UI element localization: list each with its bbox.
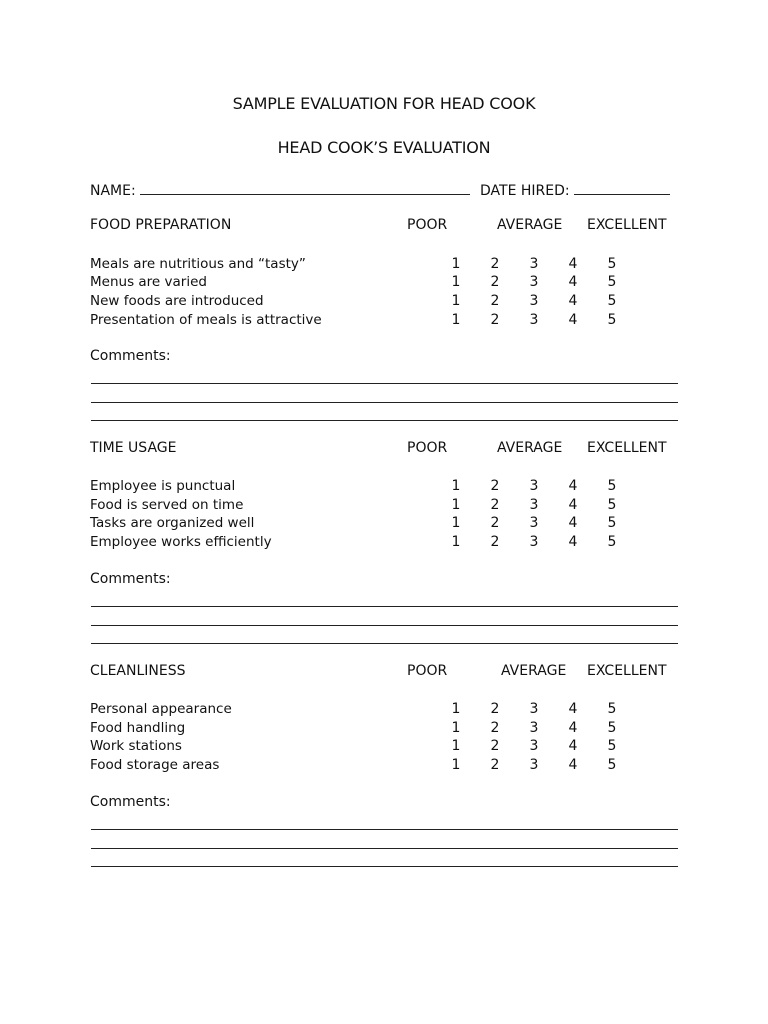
rating-option[interactable]: 3 — [529, 478, 539, 494]
rating-option[interactable]: 5 — [607, 497, 617, 513]
rating-option[interactable]: 4 — [568, 312, 578, 328]
rating-option[interactable]: 5 — [607, 293, 617, 309]
comments-label: Comments: — [90, 571, 171, 587]
section-heading: CLEANLINESS — [90, 663, 186, 679]
rating-option[interactable]: 1 — [451, 312, 461, 328]
comment-line[interactable] — [91, 866, 678, 867]
rating-option[interactable]: 1 — [451, 738, 461, 754]
rating-option[interactable]: 1 — [451, 701, 461, 717]
criterion-label: Work stations — [90, 738, 182, 754]
rating-option[interactable]: 3 — [529, 534, 539, 550]
section-heading: FOOD PREPARATION — [90, 217, 232, 233]
rating-option[interactable]: 2 — [490, 293, 500, 309]
scale-excellent-label: EXCELLENT — [587, 440, 667, 456]
rating-option[interactable]: 5 — [607, 534, 617, 550]
rating-option[interactable]: 4 — [568, 757, 578, 773]
rating-option[interactable]: 2 — [490, 312, 500, 328]
rating-option[interactable]: 5 — [607, 478, 617, 494]
criterion-label: New foods are introduced — [90, 293, 264, 309]
rating-option[interactable]: 4 — [568, 738, 578, 754]
rating-option[interactable]: 2 — [490, 515, 500, 531]
name-label: NAME: — [90, 183, 136, 199]
rating-option[interactable]: 1 — [451, 515, 461, 531]
rating-option[interactable]: 5 — [607, 312, 617, 328]
rating-option[interactable]: 4 — [568, 497, 578, 513]
rating-option[interactable]: 5 — [607, 515, 617, 531]
rating-option[interactable]: 5 — [607, 256, 617, 272]
rating-option[interactable]: 1 — [451, 293, 461, 309]
rating-option[interactable]: 3 — [529, 293, 539, 309]
comment-line[interactable] — [91, 848, 678, 849]
comment-line[interactable] — [91, 829, 678, 830]
criterion-label: Presentation of meals is attractive — [90, 312, 322, 328]
criterion-label: Food handling — [90, 720, 186, 736]
rating-option[interactable]: 3 — [529, 256, 539, 272]
criterion-label: Employee is punctual — [90, 478, 236, 494]
rating-option[interactable]: 2 — [490, 478, 500, 494]
rating-option[interactable]: 4 — [568, 701, 578, 717]
rating-option[interactable]: 3 — [529, 720, 539, 736]
scale-excellent-label: EXCELLENT — [587, 217, 667, 233]
rating-option[interactable]: 2 — [490, 497, 500, 513]
rating-option[interactable]: 4 — [568, 720, 578, 736]
criterion-label: Tasks are organized well — [90, 515, 255, 531]
rating-option[interactable]: 4 — [568, 515, 578, 531]
date-hired-label: DATE HIRED: — [480, 183, 570, 199]
rating-option[interactable]: 1 — [451, 720, 461, 736]
criterion-label: Personal appearance — [90, 701, 232, 717]
rating-option[interactable]: 3 — [529, 274, 539, 290]
document-title: SAMPLE EVALUATION FOR HEAD COOK — [232, 94, 536, 113]
rating-option[interactable]: 2 — [490, 757, 500, 773]
rating-option[interactable]: 1 — [451, 534, 461, 550]
rating-option[interactable]: 1 — [451, 478, 461, 494]
criterion-label: Employee works efficiently — [90, 534, 272, 550]
rating-option[interactable]: 2 — [490, 534, 500, 550]
rating-option[interactable]: 3 — [529, 497, 539, 513]
rating-option[interactable]: 4 — [568, 293, 578, 309]
rating-option[interactable]: 3 — [529, 312, 539, 328]
date-hired-field[interactable] — [574, 181, 670, 195]
scale-excellent-label: EXCELLENT — [587, 663, 667, 679]
scale-poor-label: POOR — [407, 663, 448, 679]
criterion-label: Meals are nutritious and “tasty” — [90, 256, 306, 272]
comment-line[interactable] — [91, 402, 678, 403]
rating-option[interactable]: 4 — [568, 274, 578, 290]
rating-option[interactable]: 3 — [529, 515, 539, 531]
scale-average-label: AVERAGE — [501, 663, 567, 679]
section-heading: TIME USAGE — [90, 440, 177, 456]
criterion-label: Menus are varied — [90, 274, 207, 290]
rating-option[interactable]: 2 — [490, 720, 500, 736]
rating-option[interactable]: 1 — [451, 256, 461, 272]
rating-option[interactable]: 5 — [607, 701, 617, 717]
rating-option[interactable]: 5 — [607, 720, 617, 736]
scale-poor-label: POOR — [407, 217, 448, 233]
comment-line[interactable] — [91, 643, 678, 644]
rating-option[interactable]: 3 — [529, 738, 539, 754]
rating-option[interactable]: 1 — [451, 757, 461, 773]
rating-option[interactable]: 3 — [529, 757, 539, 773]
date-hired-row — [480, 181, 670, 199]
rating-option[interactable]: 4 — [568, 534, 578, 550]
rating-option[interactable]: 1 — [451, 497, 461, 513]
comments-label: Comments: — [90, 348, 171, 364]
document-subtitle: HEAD COOK’S EVALUATION — [277, 138, 491, 157]
scale-average-label: AVERAGE — [497, 440, 563, 456]
comment-line[interactable] — [91, 606, 678, 607]
rating-option[interactable]: 5 — [607, 738, 617, 754]
scale-poor-label: POOR — [407, 440, 448, 456]
rating-option[interactable]: 2 — [490, 738, 500, 754]
name-row — [90, 181, 470, 199]
rating-option[interactable]: 2 — [490, 701, 500, 717]
rating-option[interactable]: 4 — [568, 478, 578, 494]
comment-line[interactable] — [91, 625, 678, 626]
rating-option[interactable]: 3 — [529, 701, 539, 717]
rating-option[interactable]: 5 — [607, 274, 617, 290]
scale-average-label: AVERAGE — [497, 217, 563, 233]
rating-option[interactable]: 5 — [607, 757, 617, 773]
criterion-label: Food is served on time — [90, 497, 244, 513]
comment-line[interactable] — [91, 383, 678, 384]
name-field[interactable] — [140, 181, 470, 195]
rating-option[interactable]: 2 — [490, 274, 500, 290]
comment-line[interactable] — [91, 420, 678, 421]
criterion-label: Food storage areas — [90, 757, 220, 773]
rating-option[interactable]: 4 — [568, 256, 578, 272]
comments-label: Comments: — [90, 794, 171, 810]
rating-option[interactable]: 1 — [451, 274, 461, 290]
rating-option[interactable]: 2 — [490, 256, 500, 272]
